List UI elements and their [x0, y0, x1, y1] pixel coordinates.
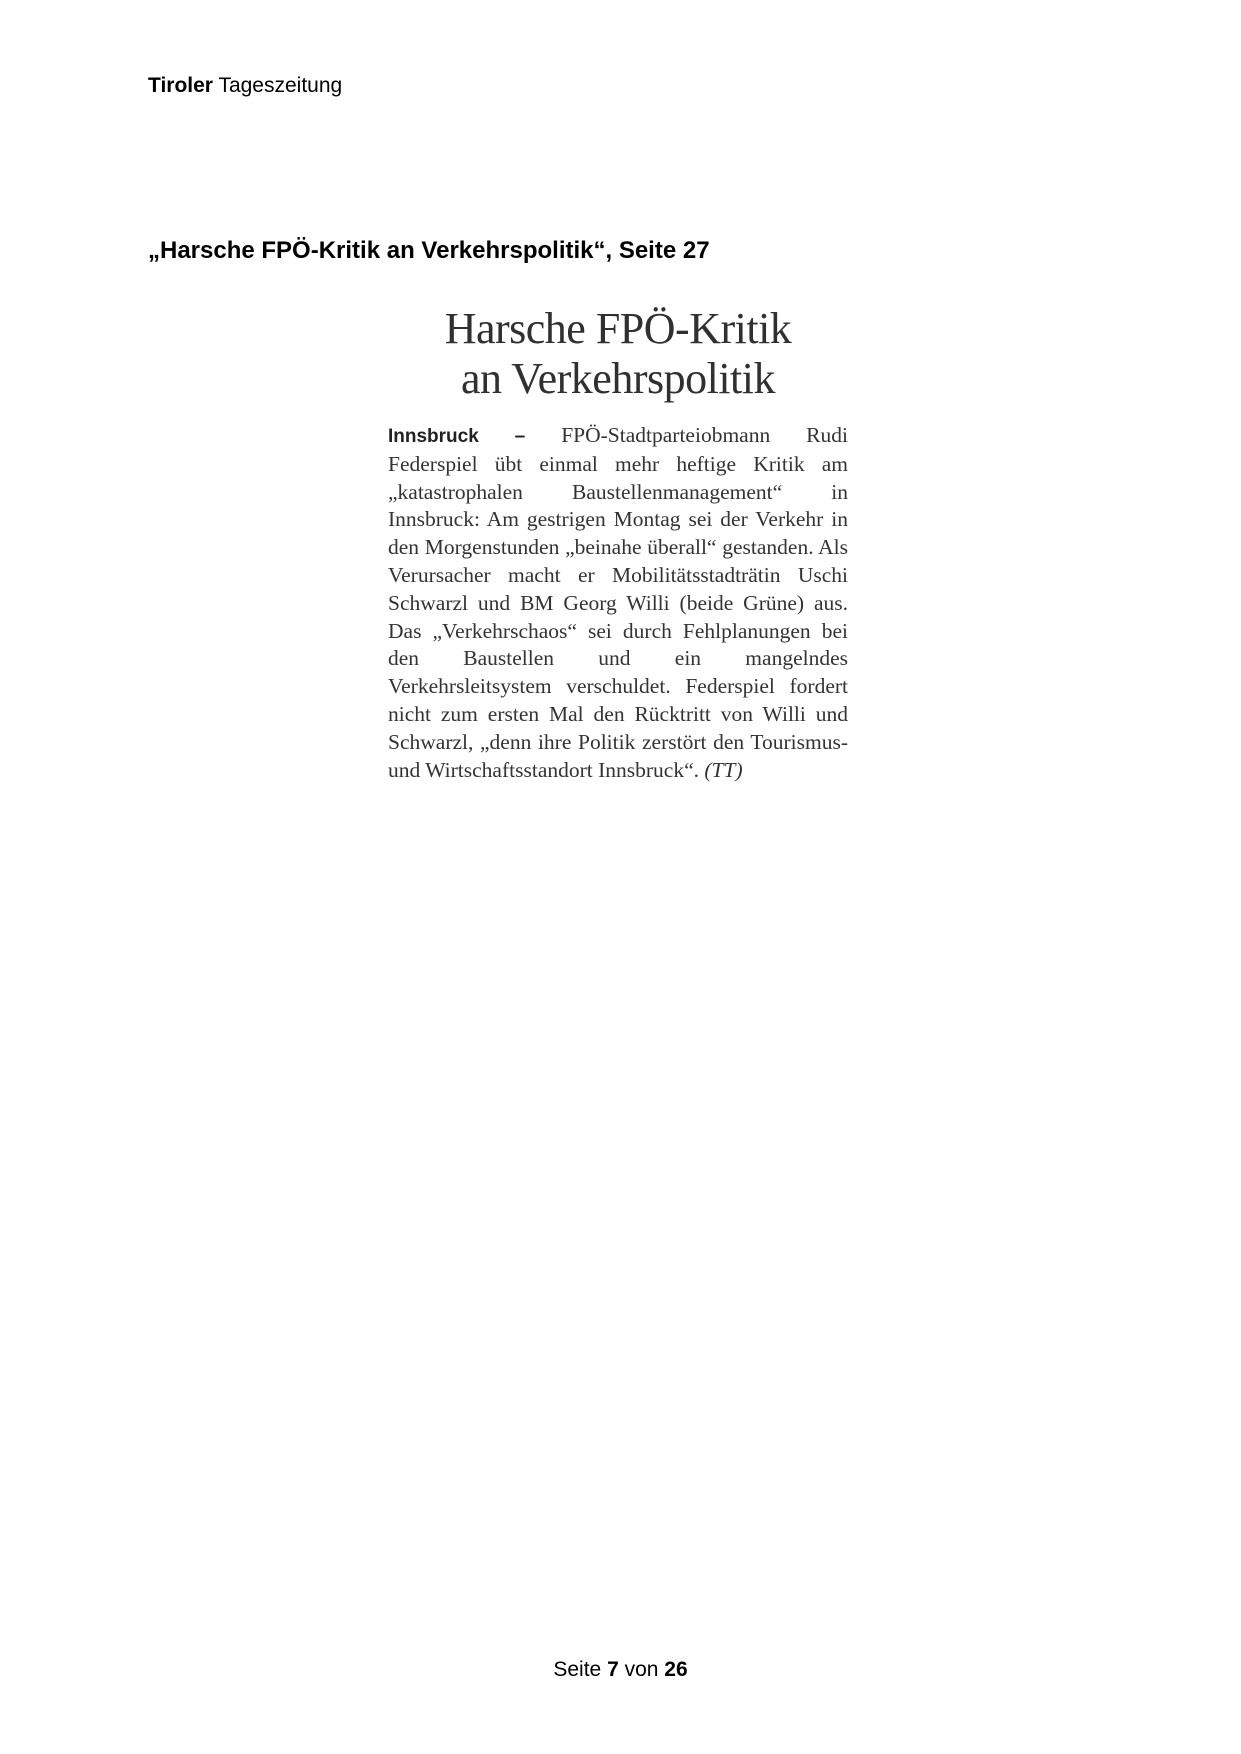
- clipping-source: (TT): [704, 757, 743, 782]
- page-header: [148, 72, 342, 100]
- article-heading: „Harsche FPÖ-Kritik an Verkehrspolitik“, Seite 27: [148, 237, 710, 264]
- clipping-body-text: FPÖ-Stadtparteiobmann Rudi Federspiel übt einmal mehr heftige Kritik am „katastrophalen Baustellenmanagement“ in Innsbruck: Am gestrigen Montag sei der Verkehr in den Morgenstunden „beinahe überall“ gestanden. Als Verursacher macht er Mobilitätsstadträtin Uschi Schwarzl und BM Georg Willi (beide Grüne) aus. Das „Verkehrschaos“ sei durch Fehlplanungen bei den Baustellen und ein mangelndes Verkehrsleitsystem verschuldet. Federspiel fordert nicht zum ersten Mal den Rücktritt von Willi und Schwarzl, „denn ihre Politik zerstört den Tourismus- und Wirtschaftsstandort Innsbruck“.: [388, 423, 848, 782]
- clipping-headline: [388, 304, 848, 404]
- page-number-separator: von: [624, 1658, 659, 1681]
- page-number-prefix: Seite: [553, 1658, 602, 1681]
- clipping-body: [388, 422, 848, 784]
- clipping-headline-line-1: Harsche FPÖ-Kritik: [444, 304, 792, 353]
- newspaper-clipping: [388, 304, 848, 784]
- total-page-count: 26: [664, 1658, 688, 1681]
- publication-name-bold: Tiroler: [148, 74, 213, 97]
- publication-name-rest: Tageszeitung: [218, 74, 343, 97]
- clipping-dateline: Innsbruck –: [388, 426, 526, 447]
- clipping-headline-line-2: an Verkehrspolitik: [460, 354, 776, 403]
- page-footer: [0, 1656, 1241, 1684]
- current-page-number: 7: [607, 1658, 619, 1681]
